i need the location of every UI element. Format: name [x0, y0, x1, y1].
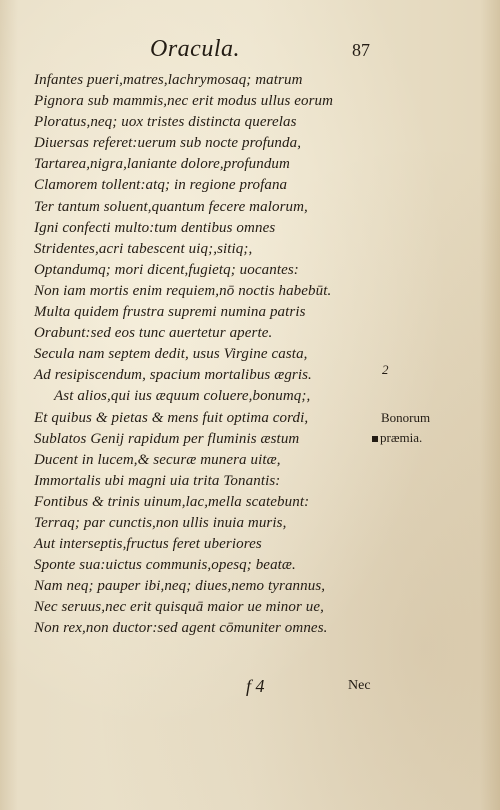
running-title: Oracula. [150, 36, 240, 62]
verse-line-12: Multa quidem frustra supremi numina patris [34, 304, 306, 321]
running-header [0, 36, 500, 66]
verse-line-25: Nam neq; pauper ibi,neq; diues,nemo tyrannus, [34, 578, 326, 595]
verse-line-20: Immortalis ubi magni uia trita Tonantis: [34, 472, 281, 489]
verse-line-21: Fontibus & trinis uinum,lac,mella scatebunt: [34, 493, 310, 510]
verse-line-15: Ad resipiscendum, spacium mortalibus ægris. [34, 367, 312, 384]
verse-line-22: Terraq; par cunctis,non ullis inuia muris, [34, 514, 287, 531]
verse-line-11: Non iam mortis enim requiem,nō noctis habebūt. [34, 282, 332, 299]
verse-line-8: Igni confecti multo:tum dentibus omnes [34, 219, 276, 236]
verse-line-5: Tartarea,nigra,laniante dolore,profundum [34, 156, 290, 173]
margin-note-number: 2 [382, 362, 389, 377]
verse-line-9: Stridentes,acri tabescent uiq;,sitiq;, [34, 240, 253, 257]
verse-line-17: Et quibus & pietas & mens fuit optima cordi, [34, 409, 309, 426]
verse-line-3: Ploratus,neq; uox tristes distincta querelas [34, 114, 297, 131]
verse-line-16: Ast alios,qui ius æquum coluere,bonumq;, [54, 388, 311, 405]
verse-line-4: Diuersas referet:uerum sub nocte profunda, [34, 135, 302, 152]
verse-line-18: Sublatos Genij rapidum per fluminis æstum [34, 430, 300, 447]
verse-line-24: Sponte sua:uictus communis,opesq; beatæ. [34, 557, 296, 574]
verse-line-1: Infantes pueri,matres,lachrymosaq; matrum [34, 72, 303, 88]
verse-line-7: Ter tantum soluent,quantum fecere malorum, [34, 198, 308, 215]
verse-text-block [34, 70, 374, 640]
verse-line-6: Clamorem tollent:atq; in regione profana [34, 177, 288, 194]
margin-note-praemia [372, 430, 422, 446]
margin-note-bonorum: Bonorum [381, 410, 431, 425]
signature-mark: f 4 [246, 676, 265, 696]
verse-line-19: Ducent in lucem,& securæ munera uitæ, [34, 451, 281, 468]
verse-line-13: Orabunt:sed eos tunc auertetur aperte. [34, 325, 273, 342]
verse-line-23: Aut interseptis,fructus feret uberiores [34, 536, 262, 553]
catchword: Nec [348, 678, 371, 693]
verse-line-10: Optandumq; mori dicent,fugietq; uocantes: [34, 261, 299, 278]
marker-square-icon [372, 436, 378, 442]
margin-note-praemia-text: præmia. [380, 430, 423, 445]
verse-line-14: Secula nam septem dedit, usus Virgine casta, [34, 346, 308, 363]
verse-line-27: Non rex,non ductor:sed agent cōmuniter omnes. [34, 620, 328, 637]
page-number: 87 [352, 40, 370, 60]
verse-line-2: Pignora sub mammis,nec erit modus ullus eorum [34, 93, 334, 110]
verse-line-26: Nec seruus,nec erit quisquā maior ue minor ue, [34, 599, 324, 616]
